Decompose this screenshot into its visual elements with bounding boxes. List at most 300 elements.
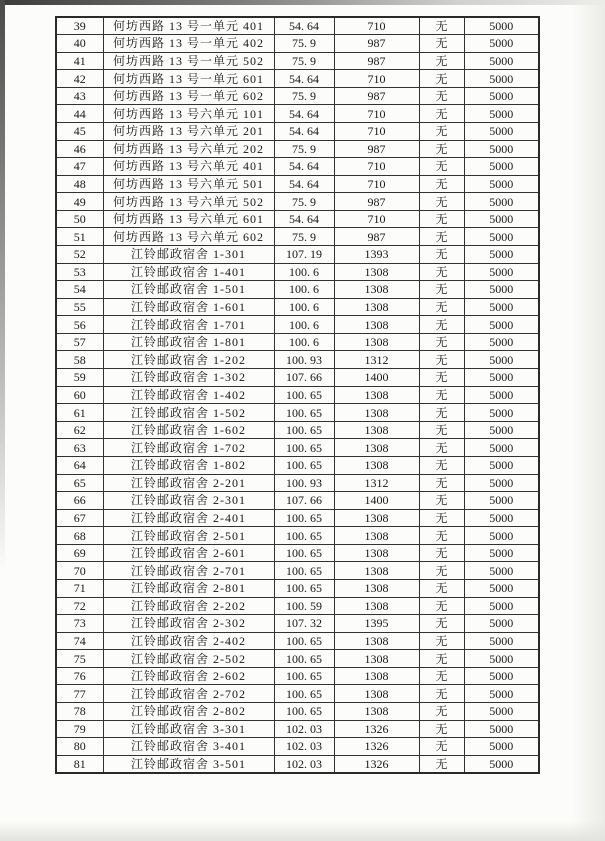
- row-number-cell: 62: [56, 421, 103, 439]
- none-cell: 无: [419, 738, 464, 756]
- none-cell: 无: [419, 87, 464, 105]
- address-cell: 江铃邮政宿舍 1-602: [103, 421, 274, 439]
- scan-edge-right-shadow: [571, 0, 605, 841]
- address-cell: 江铃邮政宿舍 2-701: [103, 562, 274, 580]
- table-row: [56, 527, 539, 545]
- area-cell: 75. 9: [274, 228, 334, 246]
- table-row: [56, 580, 539, 598]
- none-cell: 无: [419, 210, 464, 228]
- address-cell: 何坊西路 13 号一单元 602: [103, 87, 274, 105]
- address-cell: 江铃邮政宿舍 1-502: [103, 404, 274, 422]
- row-number-cell: 59: [56, 369, 103, 387]
- row-number-cell: 63: [56, 439, 103, 457]
- area-cell: 54. 64: [274, 122, 334, 140]
- address-cell: 江铃邮政宿舍 3-401: [103, 738, 274, 756]
- address-cell: 江铃邮政宿舍 2-602: [103, 667, 274, 685]
- area-cell: 107. 19: [274, 246, 334, 264]
- table-row: [56, 210, 539, 228]
- table-row: [56, 685, 539, 703]
- amount-cell: 5000: [464, 492, 539, 510]
- area-cell: 100. 65: [274, 386, 334, 404]
- address-cell: 江铃邮政宿舍 3-301: [103, 720, 274, 738]
- scan-edge-bottom-shadow: [0, 821, 605, 841]
- area-cell: 100. 93: [274, 351, 334, 369]
- table-row: [56, 632, 539, 650]
- table-row: [56, 720, 539, 738]
- address-cell: 何坊西路 13 号六单元 101: [103, 105, 274, 123]
- row-number-cell: 52: [56, 246, 103, 264]
- housing-allocation-table: [55, 16, 540, 774]
- amount-cell: 5000: [464, 755, 539, 773]
- table-row: [56, 755, 539, 773]
- table-row: [56, 351, 539, 369]
- area-cell: 107. 32: [274, 615, 334, 633]
- table-row: [56, 703, 539, 721]
- area-cell: 75. 9: [274, 87, 334, 105]
- address-cell: 何坊西路 13 号六单元 601: [103, 210, 274, 228]
- value-cell: 1308: [334, 316, 419, 334]
- value-cell: 987: [334, 35, 419, 53]
- value-cell: 1308: [334, 632, 419, 650]
- amount-cell: 5000: [464, 632, 539, 650]
- address-cell: 何坊西路 13 号六单元 401: [103, 158, 274, 176]
- table-row: [56, 52, 539, 70]
- area-cell: 100. 6: [274, 263, 334, 281]
- amount-cell: 5000: [464, 105, 539, 123]
- amount-cell: 5000: [464, 509, 539, 527]
- value-cell: 710: [334, 210, 419, 228]
- none-cell: 无: [419, 562, 464, 580]
- none-cell: 无: [419, 404, 464, 422]
- amount-cell: 5000: [464, 175, 539, 193]
- value-cell: 1308: [334, 333, 419, 351]
- amount-cell: 5000: [464, 562, 539, 580]
- value-cell: 1393: [334, 246, 419, 264]
- area-cell: 100. 65: [274, 650, 334, 668]
- address-cell: 江铃邮政宿舍 2-501: [103, 527, 274, 545]
- area-cell: 100. 65: [274, 580, 334, 598]
- address-cell: 江铃邮政宿舍 1-802: [103, 456, 274, 474]
- none-cell: 无: [419, 632, 464, 650]
- table-row: [56, 650, 539, 668]
- row-number-cell: 64: [56, 456, 103, 474]
- table-row: [56, 544, 539, 562]
- none-cell: 无: [419, 298, 464, 316]
- table-body: [56, 17, 539, 773]
- value-cell: 1308: [334, 685, 419, 703]
- address-cell: 江铃邮政宿舍 2-402: [103, 632, 274, 650]
- value-cell: 1308: [334, 456, 419, 474]
- row-number-cell: 51: [56, 228, 103, 246]
- table-row: [56, 246, 539, 264]
- address-cell: 江铃邮政宿舍 2-201: [103, 474, 274, 492]
- value-cell: 710: [334, 122, 419, 140]
- area-cell: 107. 66: [274, 492, 334, 510]
- row-number-cell: 57: [56, 333, 103, 351]
- amount-cell: 5000: [464, 650, 539, 668]
- area-cell: 54. 64: [274, 17, 334, 35]
- row-number-cell: 77: [56, 685, 103, 703]
- row-number-cell: 80: [56, 738, 103, 756]
- table-row: [56, 17, 539, 35]
- none-cell: 无: [419, 755, 464, 773]
- none-cell: 无: [419, 685, 464, 703]
- row-number-cell: 66: [56, 492, 103, 510]
- table-row: [56, 158, 539, 176]
- row-number-cell: 60: [56, 386, 103, 404]
- amount-cell: 5000: [464, 87, 539, 105]
- row-number-cell: 43: [56, 87, 103, 105]
- none-cell: 无: [419, 474, 464, 492]
- table-row: [56, 35, 539, 53]
- value-cell: 1308: [334, 597, 419, 615]
- area-cell: 100. 65: [274, 667, 334, 685]
- none-cell: 无: [419, 122, 464, 140]
- area-cell: 100. 65: [274, 527, 334, 545]
- area-cell: 102. 03: [274, 755, 334, 773]
- scan-edge-top: [0, 0, 605, 5]
- amount-cell: 5000: [464, 316, 539, 334]
- table-row: [56, 316, 539, 334]
- address-cell: 江铃邮政宿舍 1-501: [103, 281, 274, 299]
- row-number-cell: 56: [56, 316, 103, 334]
- table-row: [56, 492, 539, 510]
- none-cell: 无: [419, 228, 464, 246]
- table-row: [56, 738, 539, 756]
- amount-cell: 5000: [464, 246, 539, 264]
- value-cell: 1400: [334, 492, 419, 510]
- address-cell: 江铃邮政宿舍 1-701: [103, 316, 274, 334]
- address-cell: 何坊西路 13 号六单元 502: [103, 193, 274, 211]
- amount-cell: 5000: [464, 738, 539, 756]
- area-cell: 100. 59: [274, 597, 334, 615]
- value-cell: 987: [334, 193, 419, 211]
- row-number-cell: 72: [56, 597, 103, 615]
- area-cell: 100. 65: [274, 632, 334, 650]
- table-row: [56, 298, 539, 316]
- amount-cell: 5000: [464, 140, 539, 158]
- table-row: [56, 333, 539, 351]
- amount-cell: 5000: [464, 544, 539, 562]
- amount-cell: 5000: [464, 421, 539, 439]
- row-number-cell: 45: [56, 122, 103, 140]
- address-cell: 江铃邮政宿舍 2-502: [103, 650, 274, 668]
- none-cell: 无: [419, 140, 464, 158]
- none-cell: 无: [419, 158, 464, 176]
- area-cell: 100. 65: [274, 439, 334, 457]
- row-number-cell: 68: [56, 527, 103, 545]
- area-cell: 102. 03: [274, 738, 334, 756]
- none-cell: 无: [419, 597, 464, 615]
- area-cell: 100. 65: [274, 562, 334, 580]
- area-cell: 100. 6: [274, 281, 334, 299]
- amount-cell: 5000: [464, 474, 539, 492]
- value-cell: 1308: [334, 439, 419, 457]
- address-cell: 江铃邮政宿舍 2-702: [103, 685, 274, 703]
- amount-cell: 5000: [464, 351, 539, 369]
- address-cell: 何坊西路 13 号一单元 402: [103, 35, 274, 53]
- amount-cell: 5000: [464, 369, 539, 387]
- value-cell: 710: [334, 105, 419, 123]
- none-cell: 无: [419, 316, 464, 334]
- value-cell: 987: [334, 87, 419, 105]
- none-cell: 无: [419, 52, 464, 70]
- row-number-cell: 75: [56, 650, 103, 668]
- amount-cell: 5000: [464, 210, 539, 228]
- amount-cell: 5000: [464, 193, 539, 211]
- amount-cell: 5000: [464, 386, 539, 404]
- table-row: [56, 140, 539, 158]
- amount-cell: 5000: [464, 158, 539, 176]
- none-cell: 无: [419, 281, 464, 299]
- amount-cell: 5000: [464, 667, 539, 685]
- amount-cell: 5000: [464, 615, 539, 633]
- area-cell: 54. 64: [274, 158, 334, 176]
- area-cell: 75. 9: [274, 193, 334, 211]
- value-cell: 1308: [334, 281, 419, 299]
- amount-cell: 5000: [464, 17, 539, 35]
- area-cell: 54. 64: [274, 105, 334, 123]
- address-cell: 何坊西路 13 号一单元 502: [103, 52, 274, 70]
- table-row: [56, 70, 539, 88]
- value-cell: 710: [334, 175, 419, 193]
- value-cell: 1308: [334, 386, 419, 404]
- address-cell: 江铃邮政宿舍 1-302: [103, 369, 274, 387]
- amount-cell: 5000: [464, 685, 539, 703]
- amount-cell: 5000: [464, 597, 539, 615]
- none-cell: 无: [419, 509, 464, 527]
- row-number-cell: 74: [56, 632, 103, 650]
- value-cell: 1326: [334, 755, 419, 773]
- row-number-cell: 61: [56, 404, 103, 422]
- address-cell: 江铃邮政宿舍 2-401: [103, 509, 274, 527]
- table-row: [56, 105, 539, 123]
- row-number-cell: 65: [56, 474, 103, 492]
- address-cell: 江铃邮政宿舍 2-801: [103, 580, 274, 598]
- area-cell: 75. 9: [274, 52, 334, 70]
- table-row: [56, 87, 539, 105]
- address-cell: 江铃邮政宿舍 2-202: [103, 597, 274, 615]
- amount-cell: 5000: [464, 298, 539, 316]
- none-cell: 无: [419, 333, 464, 351]
- row-number-cell: 54: [56, 281, 103, 299]
- row-number-cell: 73: [56, 615, 103, 633]
- value-cell: 1308: [334, 527, 419, 545]
- area-cell: 102. 03: [274, 720, 334, 738]
- area-cell: 54. 64: [274, 175, 334, 193]
- value-cell: 1308: [334, 580, 419, 598]
- table-row: [56, 263, 539, 281]
- value-cell: 1308: [334, 544, 419, 562]
- value-cell: 1308: [334, 421, 419, 439]
- none-cell: 无: [419, 369, 464, 387]
- value-cell: 710: [334, 158, 419, 176]
- value-cell: 1312: [334, 351, 419, 369]
- table-row: [56, 404, 539, 422]
- row-number-cell: 41: [56, 52, 103, 70]
- scan-edge-left: [0, 0, 5, 572]
- table-row: [56, 597, 539, 615]
- table-row: [56, 369, 539, 387]
- table-row: [56, 667, 539, 685]
- address-cell: 何坊西路 13 号六单元 201: [103, 122, 274, 140]
- value-cell: 1308: [334, 667, 419, 685]
- none-cell: 无: [419, 456, 464, 474]
- address-cell: 江铃邮政宿舍 2-301: [103, 492, 274, 510]
- none-cell: 无: [419, 175, 464, 193]
- area-cell: 54. 64: [274, 210, 334, 228]
- none-cell: 无: [419, 351, 464, 369]
- none-cell: 无: [419, 527, 464, 545]
- none-cell: 无: [419, 105, 464, 123]
- area-cell: 100. 65: [274, 509, 334, 527]
- table-row: [56, 122, 539, 140]
- value-cell: 710: [334, 17, 419, 35]
- table-row: [56, 228, 539, 246]
- none-cell: 无: [419, 246, 464, 264]
- row-number-cell: 46: [56, 140, 103, 158]
- none-cell: 无: [419, 439, 464, 457]
- table-row: [56, 562, 539, 580]
- amount-cell: 5000: [464, 439, 539, 457]
- none-cell: 无: [419, 263, 464, 281]
- row-number-cell: 49: [56, 193, 103, 211]
- address-cell: 江铃邮政宿舍 1-301: [103, 246, 274, 264]
- table-row: [56, 421, 539, 439]
- value-cell: 1400: [334, 369, 419, 387]
- area-cell: 100. 93: [274, 474, 334, 492]
- none-cell: 无: [419, 17, 464, 35]
- value-cell: 987: [334, 140, 419, 158]
- none-cell: 无: [419, 421, 464, 439]
- address-cell: 江铃邮政宿舍 1-401: [103, 263, 274, 281]
- address-cell: 何坊西路 13 号六单元 602: [103, 228, 274, 246]
- value-cell: 1326: [334, 738, 419, 756]
- area-cell: 100. 65: [274, 544, 334, 562]
- row-number-cell: 79: [56, 720, 103, 738]
- none-cell: 无: [419, 580, 464, 598]
- none-cell: 无: [419, 650, 464, 668]
- table-row: [56, 509, 539, 527]
- row-number-cell: 39: [56, 17, 103, 35]
- table-row: [56, 474, 539, 492]
- row-number-cell: 69: [56, 544, 103, 562]
- value-cell: 710: [334, 70, 419, 88]
- address-cell: 何坊西路 13 号六单元 501: [103, 175, 274, 193]
- area-cell: 100. 6: [274, 316, 334, 334]
- amount-cell: 5000: [464, 404, 539, 422]
- row-number-cell: 40: [56, 35, 103, 53]
- amount-cell: 5000: [464, 70, 539, 88]
- area-cell: 100. 65: [274, 703, 334, 721]
- address-cell: 何坊西路 13 号一单元 401: [103, 17, 274, 35]
- row-number-cell: 70: [56, 562, 103, 580]
- amount-cell: 5000: [464, 263, 539, 281]
- table-row: [56, 615, 539, 633]
- area-cell: 100. 6: [274, 298, 334, 316]
- row-number-cell: 55: [56, 298, 103, 316]
- value-cell: 987: [334, 228, 419, 246]
- amount-cell: 5000: [464, 52, 539, 70]
- value-cell: 1308: [334, 404, 419, 422]
- area-cell: 100. 65: [274, 685, 334, 703]
- none-cell: 无: [419, 492, 464, 510]
- amount-cell: 5000: [464, 281, 539, 299]
- table-row: [56, 281, 539, 299]
- row-number-cell: 58: [56, 351, 103, 369]
- address-cell: 何坊西路 13 号一单元 601: [103, 70, 274, 88]
- table-row: [56, 175, 539, 193]
- address-cell: 江铃邮政宿舍 2-802: [103, 703, 274, 721]
- area-cell: 75. 9: [274, 35, 334, 53]
- address-cell: 江铃邮政宿舍 1-801: [103, 333, 274, 351]
- none-cell: 无: [419, 615, 464, 633]
- amount-cell: 5000: [464, 720, 539, 738]
- amount-cell: 5000: [464, 580, 539, 598]
- amount-cell: 5000: [464, 333, 539, 351]
- none-cell: 无: [419, 544, 464, 562]
- amount-cell: 5000: [464, 456, 539, 474]
- value-cell: 1308: [334, 298, 419, 316]
- area-cell: 100. 6: [274, 333, 334, 351]
- value-cell: 1312: [334, 474, 419, 492]
- amount-cell: 5000: [464, 228, 539, 246]
- address-cell: 江铃邮政宿舍 2-601: [103, 544, 274, 562]
- area-cell: 100. 65: [274, 404, 334, 422]
- value-cell: 1308: [334, 562, 419, 580]
- none-cell: 无: [419, 703, 464, 721]
- none-cell: 无: [419, 386, 464, 404]
- row-number-cell: 44: [56, 105, 103, 123]
- row-number-cell: 47: [56, 158, 103, 176]
- none-cell: 无: [419, 720, 464, 738]
- none-cell: 无: [419, 667, 464, 685]
- row-number-cell: 53: [56, 263, 103, 281]
- value-cell: 1326: [334, 720, 419, 738]
- value-cell: 1395: [334, 615, 419, 633]
- none-cell: 无: [419, 35, 464, 53]
- area-cell: 54. 64: [274, 70, 334, 88]
- area-cell: 75. 9: [274, 140, 334, 158]
- address-cell: 江铃邮政宿舍 3-501: [103, 755, 274, 773]
- row-number-cell: 78: [56, 703, 103, 721]
- area-cell: 107. 66: [274, 369, 334, 387]
- amount-cell: 5000: [464, 35, 539, 53]
- value-cell: 987: [334, 52, 419, 70]
- amount-cell: 5000: [464, 703, 539, 721]
- value-cell: 1308: [334, 650, 419, 668]
- table-row: [56, 193, 539, 211]
- address-cell: 何坊西路 13 号六单元 202: [103, 140, 274, 158]
- none-cell: 无: [419, 193, 464, 211]
- table-row: [56, 386, 539, 404]
- area-cell: 100. 65: [274, 421, 334, 439]
- row-number-cell: 48: [56, 175, 103, 193]
- row-number-cell: 50: [56, 210, 103, 228]
- row-number-cell: 67: [56, 509, 103, 527]
- value-cell: 1308: [334, 509, 419, 527]
- row-number-cell: 71: [56, 580, 103, 598]
- value-cell: 1308: [334, 263, 419, 281]
- row-number-cell: 76: [56, 667, 103, 685]
- address-cell: 江铃邮政宿舍 1-202: [103, 351, 274, 369]
- address-cell: 江铃邮政宿舍 2-302: [103, 615, 274, 633]
- amount-cell: 5000: [464, 122, 539, 140]
- amount-cell: 5000: [464, 527, 539, 545]
- address-cell: 江铃邮政宿舍 1-702: [103, 439, 274, 457]
- row-number-cell: 42: [56, 70, 103, 88]
- address-cell: 江铃邮政宿舍 1-402: [103, 386, 274, 404]
